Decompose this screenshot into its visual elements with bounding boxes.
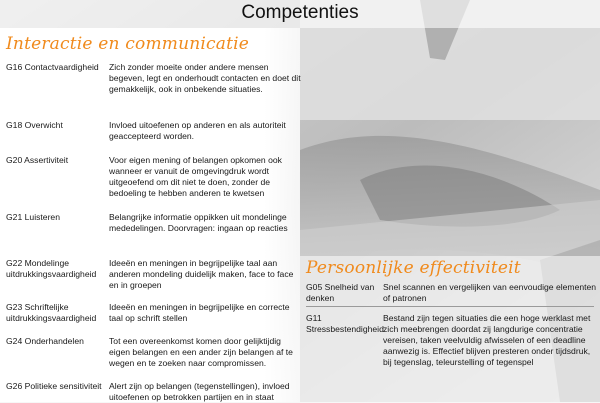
competence-term: G26 Politieke sensitiviteit: [6, 381, 102, 391]
row-divider: [306, 306, 594, 307]
competence-term: G11 Stressbestendigheid: [306, 313, 384, 334]
competence-term: G16 Contactvaardigheid: [6, 62, 99, 72]
competence-definition: Belangrijke informatie oppikken uit mondelinge mededelingen. Doorvragen: ingaan op reacties: [109, 212, 288, 233]
competence-term: G21 Luisteren: [6, 212, 60, 222]
section-title-interactie: Interactie en communicatie: [6, 34, 250, 54]
competence-definition: Invloed uitoefenen op anderen en als autoriteit geaccepteerd worden.: [109, 120, 286, 141]
competence-term: G05 Snelheid van denken: [306, 282, 375, 303]
competence-term: G18 Overwicht: [6, 120, 63, 130]
competence-term: G22 Mondelinge uitdrukkingsvaardigheid: [6, 258, 97, 279]
competence-term: G23 Schriftelijke uitdrukkingsvaardigheid: [6, 302, 97, 323]
competence-definition: Bestand zijn tegen situaties die een hoge werklast met zich meebrengen doordat zij langdurige concentratie vereisen, taken veelvuldig afwisselen of een deadline aanwezig is. Effectief blijven presteren onder tijdsdruk, bij tegenslag, teleurstelling of tegenspel: [383, 313, 591, 367]
competence-definition: Ideeën en meningen in begrijpelijke en correcte taal op schrift stellen: [109, 302, 290, 323]
competence-definition: Ideeën en meningen in begrijpelijke taal aan anderen mondeling duidelijk maken, face to face en in groepen: [109, 258, 294, 290]
competence-definition: Zich zonder moeite onder andere mensen begeven, legt en onderhoudt contacten en doet dit gemakkelijk, ook in onbekende situaties.: [109, 62, 301, 94]
section-title-persoonlijk: Persoonlijke effectiviteit: [306, 258, 521, 278]
competence-term: G20 Assertiviteit: [6, 155, 69, 165]
competence-definition: Tot een overeenkomst komen door gelijktijdig eigen belangen en een ander zijn belangen af te wegen en te zoeken naar compromissen.: [109, 336, 293, 368]
competence-definition: Snel scannen en vergelijken van eenvoudige elementen of patronen: [383, 282, 597, 303]
page-title: Competenties: [0, 0, 600, 28]
competence-term: G24 Onderhandelen: [6, 336, 84, 346]
competence-definition: Voor eigen mening of belangen opkomen ook wanneer er vanuit de omgevingdruk wordt uitgeoefend om dit niet te doen, zonder de bedoeling te hebben anderen te kwetsen: [109, 155, 282, 198]
competence-definition: Alert zijn op belangen (tegenstellingen), invloed uitoefenen op betrokken partijen en in staat: [109, 381, 290, 402]
